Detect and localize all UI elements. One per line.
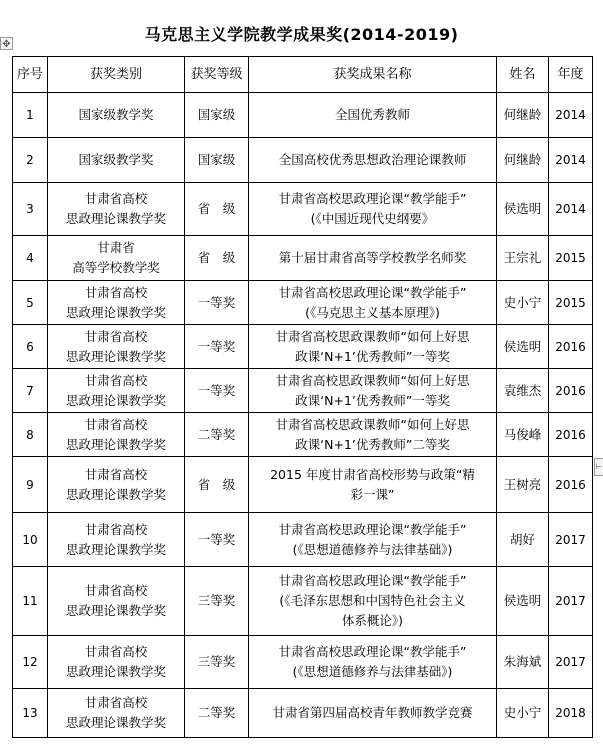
- cell-person: 何继龄: [497, 138, 549, 183]
- cell-year: 2015: [549, 236, 593, 281]
- table-row: [13, 413, 593, 457]
- achievement-line: 政课‘N+1’优秀教师”一等奖: [295, 348, 450, 364]
- cell-achievement: [249, 689, 497, 738]
- table-row: [13, 183, 593, 236]
- achievement-line: 甘肃省高校思政理论课“教学能手”: [278, 521, 467, 537]
- achievement-line: 全国优秀教师: [334, 107, 410, 122]
- table-row: [13, 369, 593, 413]
- cell-level: 一等奖: [185, 369, 249, 413]
- cell-level: 省 级: [185, 457, 249, 513]
- cell-year: 2017: [549, 567, 593, 636]
- cell-person: 王树亮: [497, 457, 549, 513]
- table-row: [13, 567, 593, 636]
- category-line: 思政理论课教学奖: [65, 211, 166, 226]
- cell-category: [48, 567, 185, 636]
- table-row: [13, 281, 593, 325]
- cell-level: 省 级: [185, 236, 249, 281]
- cell-no: 2: [13, 138, 48, 183]
- category-line: 甘肃省高校: [84, 416, 148, 432]
- achievement-line: 甘肃省高校思政理论课“教学能手”: [278, 573, 467, 588]
- achievement-line: 甘肃省高校思政课教师“如何上好思: [275, 372, 470, 388]
- cell-year: 2017: [549, 636, 593, 689]
- category-line: 甘肃省高校: [84, 583, 148, 598]
- cell-person: 袁维杰: [497, 369, 549, 413]
- cell-no: 4: [13, 236, 48, 281]
- achievement-line: 彩一课”: [350, 486, 395, 502]
- cell-no: 12: [13, 636, 48, 689]
- cell-category: [48, 636, 185, 689]
- cell-year: 2017: [549, 513, 593, 567]
- achievement-line: 甘肃省第四届高校青年教师教学竞赛: [272, 705, 473, 720]
- cell-person: 史小宁: [497, 689, 549, 738]
- cell-category: [48, 93, 185, 138]
- cell-level: 一等奖: [185, 513, 249, 567]
- category-line: 思政理论课教学奖: [65, 348, 166, 364]
- achievement-line: 政课‘N+1’优秀教师”一等奖: [295, 392, 450, 408]
- category-line: 思政理论课教学奖: [65, 541, 166, 557]
- cell-no: 1: [13, 93, 48, 138]
- category-line: 甘肃省高校: [84, 328, 148, 344]
- category-line: 思政理论课教学奖: [65, 304, 166, 320]
- cell-person: 何继龄: [497, 93, 549, 138]
- achievement-line: 甘肃省高校思政理论课“教学能手”: [278, 191, 467, 206]
- table-row: [13, 636, 593, 689]
- category-line: 国家级教学奖: [78, 107, 154, 122]
- table-row: [13, 93, 593, 138]
- header-row: [13, 57, 593, 93]
- cell-category: [48, 689, 185, 738]
- achievement-line: (《毛泽东思想和中国特色社会主义: [279, 593, 466, 608]
- cell-level: 三等奖: [185, 636, 249, 689]
- achievement-line: (《中国近现代史纲要》: [310, 211, 435, 226]
- cell-person: 王宗礼: [497, 236, 549, 281]
- cell-person: 史小宁: [497, 281, 549, 325]
- table-row: [13, 689, 593, 738]
- header-year: 年度: [549, 57, 593, 93]
- cell-category: [48, 413, 185, 457]
- cell-level: 省 级: [185, 183, 249, 236]
- table-row: [13, 325, 593, 369]
- cell-level: 一等奖: [185, 281, 249, 325]
- margin-marker-icon: ⊢: [594, 458, 603, 476]
- cell-person: 胡好: [497, 513, 549, 567]
- achievement-line: 甘肃省高校思政理论课“教学能手”: [278, 284, 467, 300]
- cell-achievement: [249, 138, 497, 183]
- cell-category: [48, 138, 185, 183]
- category-line: 甘肃省高校: [84, 695, 148, 710]
- achievement-line: 甘肃省高校思政课教师“如何上好思: [275, 416, 470, 432]
- cell-achievement: [249, 93, 497, 138]
- category-line: 思政理论课教学奖: [65, 664, 166, 679]
- cell-achievement: [249, 281, 497, 325]
- achievement-line: 甘肃省高校思政理论课“教学能手”: [278, 644, 467, 659]
- page-title: 马克思主义学院教学成果奖(2014-2019): [144, 25, 459, 44]
- header-level: 获奖等级: [185, 57, 249, 93]
- cell-achievement: [249, 513, 497, 567]
- cell-level: 二等奖: [185, 689, 249, 738]
- cell-year: 2016: [549, 325, 593, 369]
- cell-year: 2016: [549, 413, 593, 457]
- cell-category: [48, 457, 185, 513]
- cell-achievement: [249, 236, 497, 281]
- cell-no: 7: [13, 369, 48, 413]
- header-person: 姓名: [497, 57, 549, 93]
- cell-category: [48, 325, 185, 369]
- cell-person: 侯选明: [497, 183, 549, 236]
- achievement-line: (《马克思主义基本原理》): [305, 304, 440, 320]
- table-row: [13, 457, 593, 513]
- cell-year: 2014: [549, 93, 593, 138]
- cell-no: 6: [13, 325, 48, 369]
- category-line: 甘肃省高校: [84, 521, 148, 537]
- category-line: 思政理论课教学奖: [65, 603, 166, 618]
- achievement-line: 甘肃省高校思政课教师“如何上好思: [275, 328, 470, 344]
- cell-category: [48, 513, 185, 567]
- cell-no: 13: [13, 689, 48, 738]
- cell-category: [48, 369, 185, 413]
- cell-achievement: [249, 413, 497, 457]
- cell-no: 9: [13, 457, 48, 513]
- achievement-line: (《思想道德修养与法律基础》): [292, 664, 453, 679]
- cell-year: 2016: [549, 369, 593, 413]
- cell-no: 5: [13, 281, 48, 325]
- cell-year: 2014: [549, 183, 593, 236]
- awards-table: [12, 56, 593, 738]
- category-line: 思政理论课教学奖: [65, 715, 166, 730]
- cell-no: 8: [13, 413, 48, 457]
- cell-achievement: [249, 567, 497, 636]
- cell-category: [48, 281, 185, 325]
- achievement-line: 2015 年度甘肃省高校形势与政策“精: [270, 466, 475, 482]
- category-line: 高等学校教学奖: [72, 260, 160, 275]
- category-line: 甘肃省高校: [84, 466, 148, 482]
- cell-person: 侯选明: [497, 567, 549, 636]
- cell-level: 二等奖: [185, 413, 249, 457]
- cell-achievement: [249, 183, 497, 236]
- category-line: 甘肃省: [97, 240, 135, 255]
- category-line: 思政理论课教学奖: [65, 436, 166, 452]
- table-header: [13, 57, 593, 93]
- cell-category: [48, 183, 185, 236]
- table-move-handle-icon[interactable]: ✥: [0, 37, 13, 50]
- cell-level: 国家级: [185, 93, 249, 138]
- achievement-line: 第十届甘肃省高等学校教学名师奖: [278, 250, 467, 265]
- category-line: 甘肃省高校: [84, 191, 148, 206]
- cell-no: 10: [13, 513, 48, 567]
- cell-person: 朱海斌: [497, 636, 549, 689]
- table-row: [13, 138, 593, 183]
- cell-person: 侯选明: [497, 325, 549, 369]
- category-line: 思政理论课教学奖: [65, 486, 166, 502]
- table-body: [13, 93, 593, 738]
- cell-level: 国家级: [185, 138, 249, 183]
- cell-year: 2016: [549, 457, 593, 513]
- cell-level: 三等奖: [185, 567, 249, 636]
- cell-year: 2014: [549, 138, 593, 183]
- cell-achievement: [249, 325, 497, 369]
- cell-achievement: [249, 369, 497, 413]
- cell-person: 马俊峰: [497, 413, 549, 457]
- cell-level: 一等奖: [185, 325, 249, 369]
- category-line: 甘肃省高校: [84, 284, 148, 300]
- achievement-line: (《思想道德修养与法律基础》): [292, 541, 453, 557]
- cell-year: 2015: [549, 281, 593, 325]
- cell-achievement: [249, 457, 497, 513]
- category-line: 甘肃省高校: [84, 372, 148, 388]
- category-line: 思政理论课教学奖: [65, 392, 166, 408]
- table-row: [13, 513, 593, 567]
- cell-year: 2018: [549, 689, 593, 738]
- header-achievement: 获奖成果名称: [249, 57, 497, 93]
- category-line: 甘肃省高校: [84, 644, 148, 659]
- achievement-line: 体系概论》): [341, 613, 404, 628]
- category-line: 国家级教学奖: [78, 152, 154, 167]
- cell-category: [48, 236, 185, 281]
- cell-no: 3: [13, 183, 48, 236]
- header-no: 序号: [13, 57, 48, 93]
- table-row: [13, 236, 593, 281]
- achievement-line: 政课‘N+1’优秀教师”二等奖: [295, 436, 450, 452]
- cell-achievement: [249, 636, 497, 689]
- achievement-line: 全国高校优秀思想政治理论课教师: [278, 152, 467, 167]
- cell-no: 11: [13, 567, 48, 636]
- header-category: 获奖类别: [48, 57, 185, 93]
